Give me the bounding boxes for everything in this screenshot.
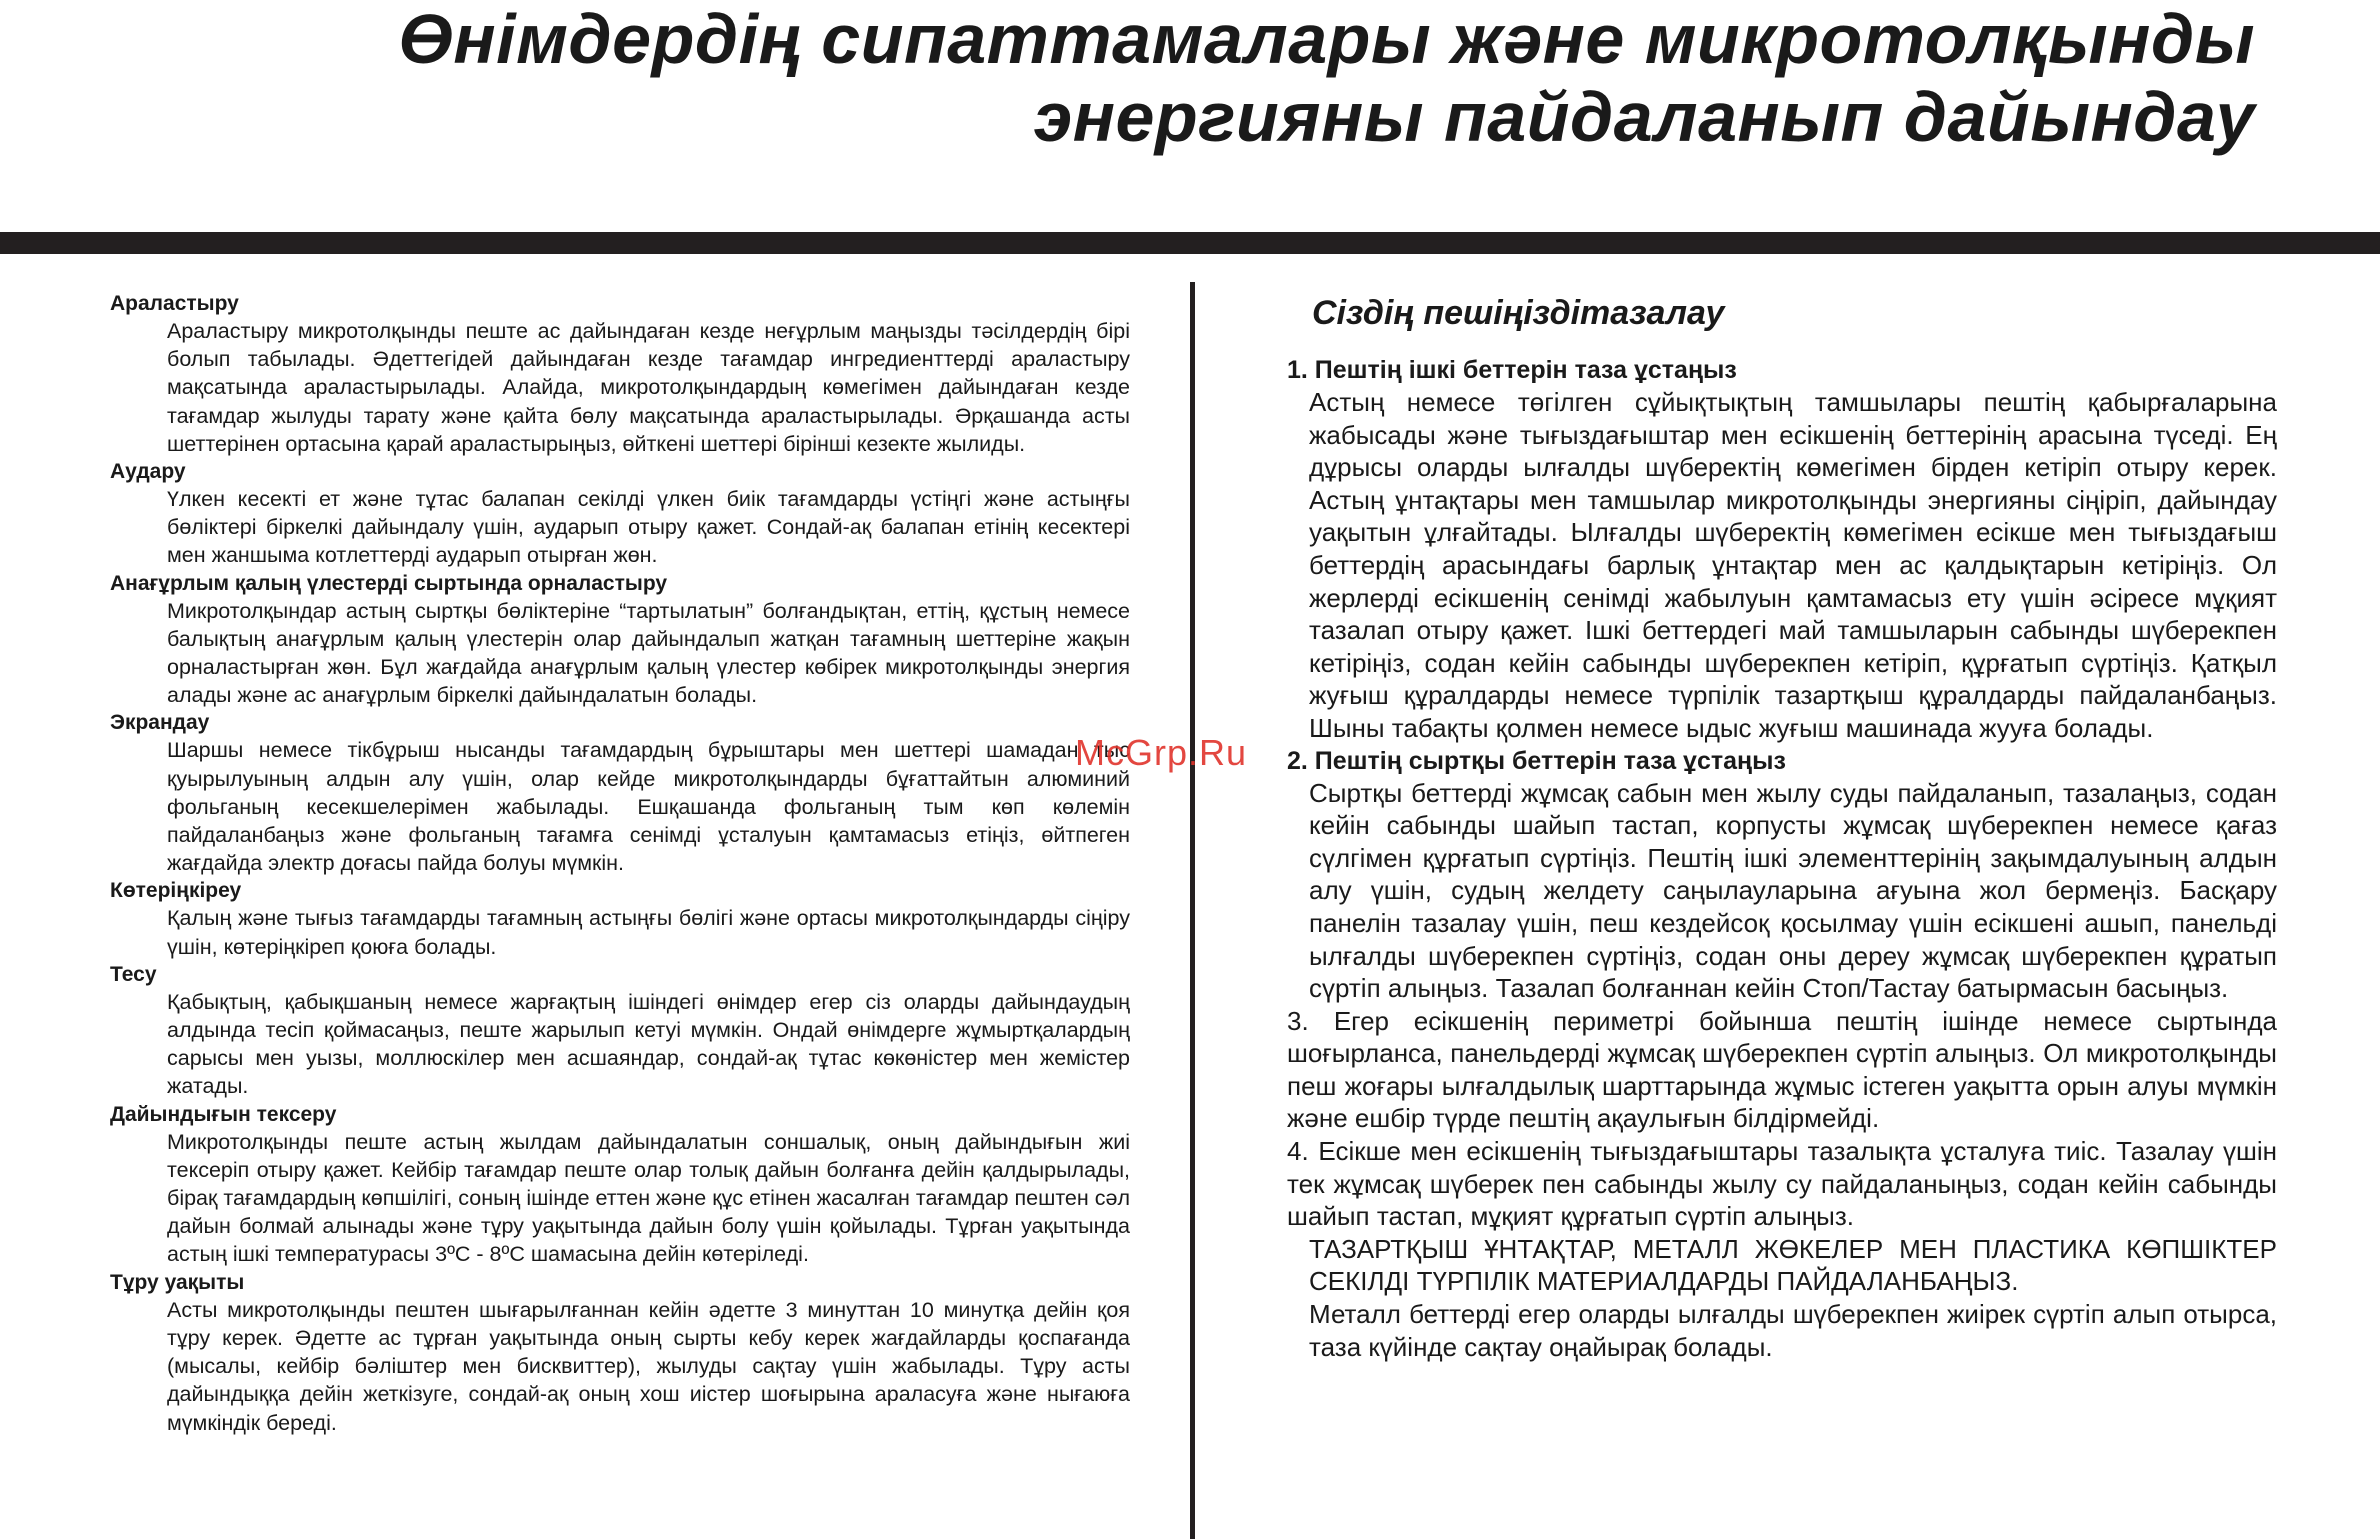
section-heading: Тесу: [110, 962, 157, 986]
section-body: Қабықтың, қабықшаның немесе жарғақтың ішіндегі өнімдер егер сіз оларды дайындаудың алдында тесіп қоймасаңыз, пеште жарылып кетуі мүмкін. Ондай өнімдерге жұмыртқалардың сарысы мен уызы, моллюскілер мен асшаяндар, сондай-ақ тұтас көкөністер мен жемістер жатады.: [167, 989, 1130, 1099]
column-divider: [1190, 282, 1195, 1539]
cleaning-item-2-body: Сыртқы беттерді жұмсақ сабын мен жылу суды пайдаланып, тазалаңыз, содан кейін сабынды шайып тастап, корпусты жұмсақ шүберекпен немесе қағаз сүлгімен құрғатып сүртіңіз. Пештің ішкі элементтерінің зақымдалуының алдын алу үшін, судың желдету саңылауларына ағуына жол бермеңіз. Басқару панелін тазалау үшін, пеш кездейсоқ қосылмау үшін есікшені ашып, панельді ылғалды шүберекпен сүртіңіз, содан оны дереу жұмсақ шүберекпен құратып сүртіп алыңыз. Тазалап болғаннан кейін Стоп/Тастау батырмасын басыңыз.: [1309, 777, 2277, 1004]
section-body: Асты микротолқынды пештен шығарылғаннан кейін әдетте 3 минуттан 10 минутқа дейін қоя тұру керек. Әдетте ас тұрған уақытында оның сырты кебу керек жағдайларды қоспағанда (мысалы, кейбір бәліштер мен бисквиттер), жылуды сақтау үшін жабылады. Тұру асты дайындыққа дейін жеткізуге, сондай-ақ оның хош иістер шоғырына араласуға және нығаюға мүмкіндік береді.: [167, 1297, 1130, 1435]
item-number: 3.: [1287, 1005, 1309, 1036]
section-heading: Араластыру: [110, 292, 239, 315]
cleaning-title: Сіздің пешіңіздітазалау: [1312, 294, 1725, 332]
cleaning-item-3-body: Егер есікшенің периметрі бойынша пештің ішінде немесе сыртында шоғырланса, панельдерді жұмсақ шүберекпен сүртіп алыңыз. Ол микротолқынды пеш жоғары ылғалдылық шарттарында жұмыс істеген уақытта орын алуы мүмкін және ешбір түрде пештің ақаулығын білдірмейді.: [1287, 1005, 2278, 1134]
cleaning-item-2-heading: 2. Пештің сыртқы беттерін таза ұстаңыз: [1287, 746, 1786, 775]
section-heading: Анағұрлым қалың үлестерді сыртында орналастыру: [110, 571, 668, 595]
section-heading: Тұру уақыты: [110, 1270, 245, 1294]
section-turning: [110, 458, 1130, 570]
section-checking-doneness: [110, 1101, 1130, 1269]
section-heading: Экрандау: [110, 711, 210, 735]
section-stirring: [110, 290, 1130, 458]
section-heading: Дайындығын тексеру: [110, 1102, 337, 1126]
section-heading: Көтеріңкіреу: [110, 879, 242, 903]
page-title-line-1: Өнімдердің сипаттамалары және микротолқынды: [398, 0, 2255, 78]
section-piercing: [110, 961, 1130, 1101]
cleaning-item-1-heading: 1. Пештің ішкі беттерін таза ұстаңыз: [1287, 356, 1737, 384]
cleaning-warning: ТАЗАРТҚЫШ ҰНТАҚТАР, МЕТАЛЛ ЖӨКЕЛЕР МЕН ПЛАСТИКА КӨПШІКТЕР СЕКІЛДІ ТҮРПІЛІК МАТЕРИАЛДАРДЫ ПАЙДАЛАНБАҢЫЗ.: [1309, 1233, 2277, 1297]
item-number: 4.: [1287, 1136, 1309, 1167]
section-shielding: [110, 709, 1130, 877]
page-title-line-2: энергияны пайдаланып дайындау: [1033, 78, 2255, 156]
watermark: McGrp.Ru: [1075, 732, 1248, 773]
cleaning-closing-note: Металл беттерді егер оларды ылғалды шүберекпен жиірек сүртіп алып отырса, таза күйінде сақтау оңайырақ болады.: [1309, 1299, 2277, 1362]
section-body: Араластыру микротолқынды пеште ас дайындаған кезде неғұрлым маңызды тәсілдердің бірі болып табылады. Әдеттегідей дайындаған кезде тағамдар ингредиенттерді араластыру мақсатында араластырылады. Алайда, микротолқындардың көмегімен дайындаған кезде тағамдар жылуды тарату және қайта бөлу мақсатында араластырылады. Әрқашанда асты шеттерінен ортасына қарай араластырыңыз, өйткені шеттері бірінші кезекте жылиды.: [167, 319, 1130, 456]
section-body: Қалың және тығыз тағамдарды тағамның астыңғы бөлігі және ортасы микротолқындарды сіңіру үшін, көтеріңкіреп қоюға болады.: [167, 906, 1130, 959]
cleaning-item-3: [1287, 1005, 2277, 1135]
header-bar: [0, 232, 2380, 254]
right-column: [1287, 290, 2277, 1363]
section-heading: Аудару: [110, 460, 186, 484]
section-body: Үлкен кесекті ет және тұтас балапан секілді үлкен биік тағамдарды үстіңгі және астыңғы бөліктері біркелкі дайындалу үшін, аударып отыру қажет. Сондай-ақ балапан етінің кесектері мен жаншыма котлеттерді аударып отырған жөн.: [167, 487, 1130, 568]
section-body: Микротолқынды пеште астың жылдам дайындалатын соншалық, оның дайындығын жиі тексеріп отыру қажет. Кейбір тағамдар пеште олар толық дайын болғанға дейін қалдырылады, бірақ тағамдардың көпшілігі, соның ішінде еттен және құс етінен жасалған тағамдар пештен сәл дайын болмай алынады және тұру уақытында дайын болу үшін қойылады. Тұрған уақытында астың ішкі температурасы 3ºС - 8ºС шамасына дейін көтеріледі.: [167, 1129, 1130, 1267]
section-body: Шаршы немесе тікбұрыш нысанды тағамдардың бұрыштары мен шеттері шамадан тыс қуырылуының алдын алу үшін, олар кейде микротолқындарды бұғаттайтын алюминий фольганың кесекшелерімен жабылады. Ешқашанда фольганың тым көп көлемін пайдаланбаңыз және фольганың тағамға сенімді ұсталуын қамтамасыз етіңіз, өйтпеген жағдайда электр доғасы пайда болуы мүмкін.: [167, 738, 1130, 876]
cleaning-item-4-body: Есікше мен есікшенің тығыздағыштары тазалықта ұсталуға тиіс. Тазалау үшін тек жұмсақ шүберек пен сабынды жылу су пайдаланыңыз, содан кейін сабынды шайып тастап, мұқият құрғатып сүртіп алыңыз.: [1287, 1136, 2277, 1232]
section-thick-pieces: [110, 570, 1130, 710]
cleaning-item-1-body: Астың немесе төгілген сұйықтықтың тамшылары пештің қабырғаларына жабысады және тығыздағыштар мен есікшенің беттерінің арасына түседі. Ең дұрысы оларды ылғалды шүберектің көмегімен бірден кетіріп отыру керек. Астың ұнтақтары мен тамшылар микротолқынды энергияны сіңіріп, дайындау уақытын ұлғайтады. Ылғалды шүберектің көмегімен есікше мен тығыздағыш беттердің арасындағы барлық ұнтақтар мен ас қалдықтарын кетіріңіз. Ол жерлерді есікшенің сенімді жабылуын қамтамасыз ету үшін әсіресе мұқият тазалап отыру қажет. Ішкі беттердегі май тамшыларын сабынды шүберекпен кетіріңіз, содан кейін сабынды шүберекпен кетіріп, құрғатып сүртіңіз. Қатқыл жуғыш құралдарды немесе түрпілік тазартқыш құралдарды пайдаланбаңыз. Шыны табақты қолмен немесе ыдыс жуғыш машинада жууға болады.: [1309, 387, 2277, 743]
cleaning-item-4: [1287, 1135, 2277, 1233]
section-standing-time: [110, 1269, 1130, 1437]
left-column: [110, 290, 1130, 1437]
section-body: Микротолқындар астың сыртқы бөліктеріне “тартылатын” болғандықтан, еттің, құстың немесе балықтың анағұрлым қалың үлестерін олар дайындалып жатқан тағамның шеттеріне жақын орналастырған жөн. Бұл жағдайда анағұрлым қалың үлестер көбірек микротолқынды энергия алады және ас анағұрлым біркелкі дайындалатын болады.: [167, 598, 1130, 708]
page-title: [398, 0, 2255, 156]
section-elevating: [110, 877, 1130, 960]
